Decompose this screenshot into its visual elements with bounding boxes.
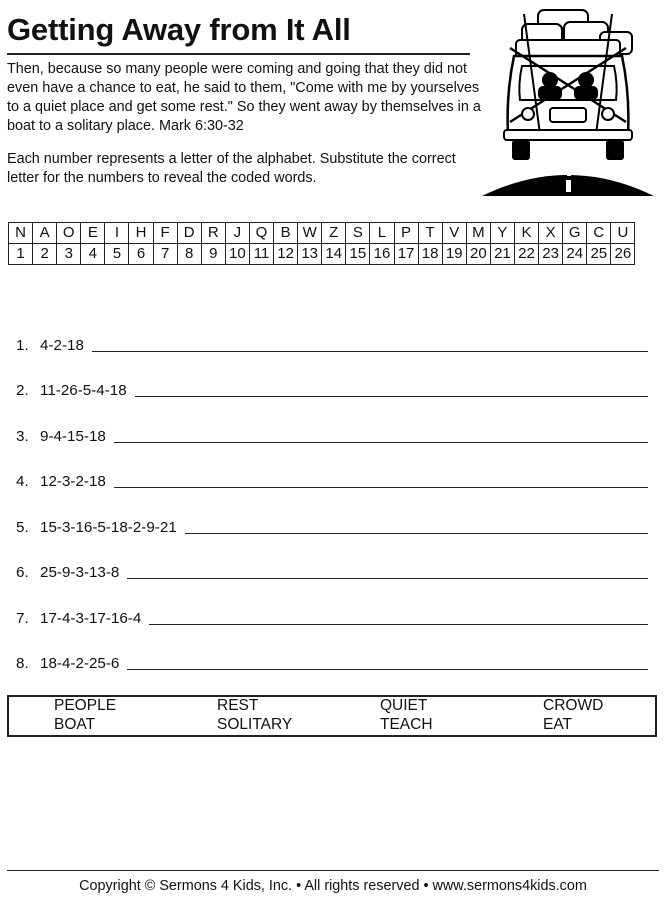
cipher-number: 11: [249, 244, 273, 265]
intro-text: [7, 60, 482, 202]
cipher-letter: Y: [490, 223, 514, 244]
cipher-letter: S: [346, 223, 370, 244]
cipher-number: 16: [370, 244, 394, 265]
question-number: 5.: [16, 518, 29, 536]
question-item: [16, 490, 648, 536]
cipher-letter: V: [442, 223, 466, 244]
question-code: 9-4-15-18: [40, 427, 106, 445]
question-item: [16, 445, 648, 491]
cipher-number: 23: [539, 244, 563, 265]
cipher-letter: T: [418, 223, 442, 244]
copyright-footer: Copyright © Sermons 4 Kids, Inc. • All rights reserved • www.sermons4kids.com: [7, 870, 659, 894]
cipher-letter: N: [9, 223, 33, 244]
cipher-letter: P: [394, 223, 418, 244]
cipher-number: 13: [298, 244, 322, 265]
answer-line[interactable]: [127, 668, 648, 670]
word-bank-word: CROWD: [543, 697, 604, 714]
question-item: [16, 627, 648, 673]
answer-line[interactable]: [149, 623, 648, 625]
cipher-letter: D: [177, 223, 201, 244]
cipher-number: 24: [563, 244, 587, 265]
cipher-letter: G: [563, 223, 587, 244]
question-number: 8.: [16, 655, 29, 672]
cipher-number: 8: [177, 244, 201, 265]
cipher-number: 26: [611, 244, 635, 265]
verse-text: Then, because so many people were coming and going that they did not even have a chance to eat, he said to them, "Come with me by yourselves to a quiet place and get some rest." So they went away by themselves in a boat to a solitary place. Mark 6:30-32: [7, 61, 481, 134]
word-bank: [7, 695, 657, 737]
question-item: [16, 536, 648, 582]
cipher-number: 21: [490, 244, 514, 265]
cipher-number: 19: [442, 244, 466, 265]
cipher-letter: U: [611, 223, 635, 244]
cipher-number: 7: [153, 244, 177, 265]
cipher-letter: C: [587, 223, 611, 244]
cipher-number: 6: [129, 244, 153, 265]
cipher-letter: W: [298, 223, 322, 244]
cipher-letter: F: [153, 223, 177, 244]
question-number: 6.: [16, 564, 29, 581]
car-illustration: [480, 4, 656, 198]
answer-line[interactable]: [135, 395, 648, 397]
cipher-number: 12: [274, 244, 298, 265]
cipher-number: 9: [201, 244, 225, 265]
cipher-letter: Q: [249, 223, 273, 244]
cipher-letter: Z: [322, 223, 346, 244]
cipher-letter: K: [514, 223, 538, 244]
cipher-number: 4: [81, 244, 105, 265]
cipher-number: 10: [225, 244, 249, 265]
question-number: 7.: [16, 609, 29, 627]
cipher-number: 25: [587, 244, 611, 265]
cipher-letters-row: [9, 223, 635, 244]
word-bank-word: REST: [217, 697, 259, 714]
cipher-number: 5: [105, 244, 129, 265]
question-item: [16, 581, 648, 627]
question-item: [16, 399, 648, 445]
question-number: 3.: [16, 427, 29, 445]
cipher-letter: H: [129, 223, 153, 244]
cipher-table: [8, 222, 635, 265]
question-list: [16, 308, 648, 672]
cipher-number: 15: [346, 244, 370, 265]
cipher-letter: B: [274, 223, 298, 244]
cipher-letter: X: [539, 223, 563, 244]
cipher-letter: O: [57, 223, 81, 244]
cipher-numbers-row: [9, 244, 635, 265]
cipher-number: 3: [57, 244, 81, 265]
question-code: 25-9-3-13-8: [40, 564, 120, 581]
word-bank-word: TEACH: [380, 716, 433, 733]
question-code: 15-3-16-5-18-2-9-21: [40, 518, 177, 536]
word-bank-word: PEOPLE: [54, 697, 117, 714]
question-code: 12-3-2-18: [40, 473, 106, 490]
word-bank-word: EAT: [543, 716, 572, 733]
question-code: 17-4-3-17-16-4: [40, 609, 142, 627]
question-item: [16, 308, 648, 354]
instructions-text: Each number represents a letter of the alphabet. Substitute the correct letter for the numbers to reveal the coded words.: [7, 151, 456, 186]
cipher-number: 17: [394, 244, 418, 265]
word-bank-word: BOAT: [54, 716, 96, 733]
word-bank-word: SOLITARY: [217, 716, 293, 733]
question-number: 4.: [16, 473, 29, 490]
answer-line[interactable]: [114, 486, 648, 488]
cipher-number: 18: [418, 244, 442, 265]
question-code: 18-4-2-25-6: [40, 655, 120, 672]
answer-line[interactable]: [127, 577, 648, 579]
cipher-letter: A: [33, 223, 57, 244]
cipher-letter: M: [466, 223, 490, 244]
cipher-number: 1: [9, 244, 33, 265]
question-code: 4-2-18: [40, 336, 84, 354]
cipher-letter: E: [81, 223, 105, 244]
question-code: 11-26-5-4-18: [40, 382, 127, 399]
cipher-letter: R: [201, 223, 225, 244]
question-number: 1.: [16, 336, 29, 354]
answer-line[interactable]: [114, 441, 648, 443]
cipher-letter: I: [105, 223, 129, 244]
cipher-number: 22: [514, 244, 538, 265]
answer-line[interactable]: [92, 350, 648, 352]
word-bank-word: QUIET: [380, 697, 428, 714]
answer-line[interactable]: [185, 532, 648, 534]
question-number: 2.: [16, 382, 29, 399]
cipher-number: 2: [33, 244, 57, 265]
cipher-letter: J: [225, 223, 249, 244]
cipher-number: 20: [466, 244, 490, 265]
cipher-letter: L: [370, 223, 394, 244]
page-title: Getting Away from It All: [7, 10, 470, 55]
question-item: [16, 354, 648, 400]
cipher-number: 14: [322, 244, 346, 265]
